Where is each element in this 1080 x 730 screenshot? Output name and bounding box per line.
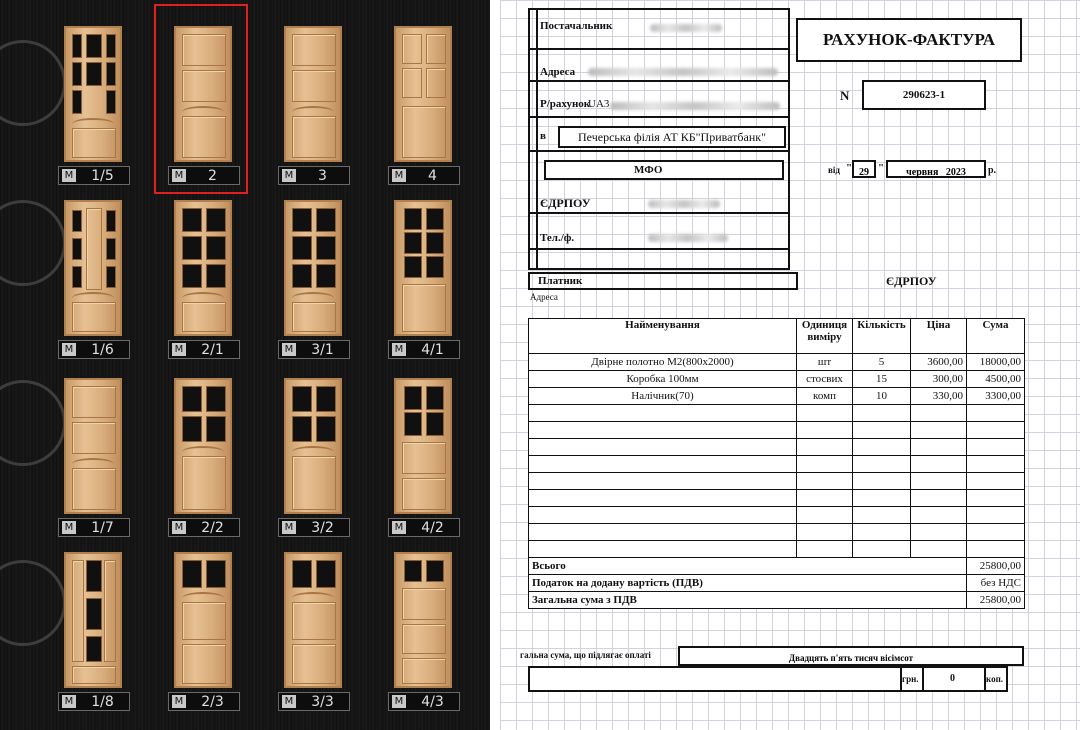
m-badge-icon: M bbox=[392, 169, 406, 182]
payable-label: гальна сума, що підлягає оплаті bbox=[520, 650, 651, 660]
door-glass bbox=[316, 264, 336, 288]
m-badge-icon: M bbox=[62, 343, 76, 356]
table-cell bbox=[529, 473, 797, 490]
door-panel bbox=[292, 602, 336, 640]
door-glass bbox=[182, 386, 202, 412]
payable-words: Двадцять п'ять тисяч вісімсот bbox=[788, 653, 914, 663]
grand-total-row bbox=[529, 592, 1025, 609]
m-badge-icon: M bbox=[172, 169, 186, 182]
vat-label: Податок на додану вартість (ПДВ) bbox=[529, 575, 967, 592]
door-label bbox=[168, 518, 240, 537]
empty-table-row bbox=[529, 439, 1025, 456]
redacted-account bbox=[610, 102, 780, 110]
empty-table-row bbox=[529, 490, 1025, 507]
door-panel bbox=[292, 302, 336, 332]
payable-words-box bbox=[678, 646, 1024, 666]
table-cell bbox=[853, 541, 911, 558]
table-cell bbox=[529, 456, 797, 473]
door-panel bbox=[72, 468, 116, 510]
payer-address-label: Адреса bbox=[530, 292, 558, 302]
door-item[interactable] bbox=[58, 200, 130, 390]
table-cell: 330,00 bbox=[911, 388, 967, 405]
door-item[interactable] bbox=[168, 200, 240, 390]
door-image bbox=[64, 200, 122, 336]
table-cell bbox=[797, 439, 853, 456]
table-cell bbox=[797, 524, 853, 541]
number-label: N bbox=[840, 88, 850, 103]
table-cell bbox=[911, 473, 967, 490]
selected-door-frame bbox=[154, 4, 248, 194]
door-glass bbox=[404, 560, 422, 582]
door-item[interactable] bbox=[168, 378, 240, 568]
door-panel bbox=[402, 68, 422, 98]
door-panel bbox=[402, 478, 446, 510]
mfo-box bbox=[544, 160, 784, 180]
table-cell: 3300,00 bbox=[967, 388, 1025, 405]
table-cell bbox=[797, 507, 853, 524]
door-glass bbox=[206, 208, 226, 232]
door-image bbox=[394, 26, 452, 162]
door-panel bbox=[72, 422, 116, 454]
door-glass bbox=[106, 210, 116, 232]
door-glass bbox=[72, 90, 82, 114]
table-cell: 18000,00 bbox=[967, 354, 1025, 371]
m-badge-icon: M bbox=[62, 169, 76, 182]
door-image bbox=[284, 552, 342, 688]
table-row bbox=[529, 371, 1025, 388]
table-cell bbox=[529, 541, 797, 558]
door-glass bbox=[182, 208, 202, 232]
m-badge-icon: M bbox=[392, 521, 406, 534]
table-cell bbox=[967, 422, 1025, 439]
door-glass bbox=[316, 236, 336, 260]
table-cell: стосвих bbox=[797, 371, 853, 388]
door-image bbox=[394, 552, 452, 688]
table-cell bbox=[911, 405, 967, 422]
door-glass bbox=[292, 264, 312, 288]
table-cell bbox=[911, 541, 967, 558]
account-label: Р/рахунок bbox=[540, 98, 591, 110]
door-item[interactable] bbox=[388, 378, 460, 568]
door-image bbox=[394, 378, 452, 514]
door-number: 2 bbox=[208, 167, 217, 184]
door-glass bbox=[72, 62, 82, 86]
table-cell bbox=[529, 524, 797, 541]
door-panel bbox=[182, 644, 226, 684]
table-cell bbox=[853, 507, 911, 524]
m-badge-icon: M bbox=[62, 521, 76, 534]
column-header: Сума bbox=[967, 319, 1025, 354]
table-cell bbox=[853, 422, 911, 439]
door-number: 4/1 bbox=[421, 341, 444, 358]
door-label bbox=[168, 340, 240, 359]
door-glass bbox=[182, 264, 202, 288]
date-day-box bbox=[852, 160, 876, 178]
door-item[interactable] bbox=[278, 378, 350, 568]
door-number: 1/5 bbox=[91, 167, 114, 184]
address-label: Адреса bbox=[540, 66, 576, 78]
uah-label: грн. bbox=[902, 674, 919, 684]
table-cell: комп bbox=[797, 388, 853, 405]
door-glass bbox=[86, 598, 102, 630]
table-cell bbox=[967, 439, 1025, 456]
door-glass bbox=[404, 412, 422, 436]
door-glass bbox=[292, 416, 312, 442]
door-number: 1/7 bbox=[91, 519, 114, 536]
table-cell bbox=[967, 524, 1025, 541]
date-quote-open: " bbox=[846, 162, 853, 174]
supplier-label: Постачальник bbox=[540, 20, 613, 32]
door-label bbox=[58, 166, 130, 185]
table-cell bbox=[853, 439, 911, 456]
table-header-row bbox=[529, 319, 1025, 354]
door-glass bbox=[316, 386, 336, 412]
table-cell: Налічник(70) bbox=[529, 388, 797, 405]
table-body bbox=[529, 354, 1025, 558]
table-cell bbox=[797, 541, 853, 558]
column-header: Одиниця виміру bbox=[797, 319, 853, 354]
door-panel bbox=[402, 106, 446, 158]
door-panel bbox=[292, 644, 336, 684]
door-panel bbox=[72, 560, 84, 662]
door-panel bbox=[292, 70, 336, 102]
table-cell bbox=[529, 490, 797, 507]
payer-label: Платник bbox=[538, 275, 583, 287]
door-label bbox=[278, 692, 350, 711]
door-glass bbox=[86, 636, 102, 662]
door-glass bbox=[206, 386, 226, 412]
door-image bbox=[394, 200, 452, 336]
door-image bbox=[174, 200, 232, 336]
door-number: 2/3 bbox=[201, 693, 224, 710]
door-glass bbox=[182, 416, 202, 442]
column-header: Найменування bbox=[529, 319, 797, 354]
table-cell bbox=[967, 473, 1025, 490]
door-number: 2/2 bbox=[201, 519, 224, 536]
door-panel bbox=[72, 666, 116, 684]
vat-value: без НДС bbox=[967, 575, 1025, 592]
m-badge-icon: M bbox=[172, 695, 186, 708]
door-label bbox=[278, 166, 350, 185]
table-row bbox=[529, 354, 1025, 371]
table-cell bbox=[529, 405, 797, 422]
items-table bbox=[528, 318, 1025, 609]
door-label bbox=[58, 518, 130, 537]
table-cell bbox=[853, 473, 911, 490]
kopeck-value: 0 bbox=[950, 673, 955, 684]
table-cell bbox=[967, 507, 1025, 524]
door-glass bbox=[292, 386, 312, 412]
door-item[interactable] bbox=[58, 552, 130, 730]
payable-amount-box bbox=[528, 666, 1008, 692]
table-cell bbox=[967, 490, 1025, 507]
door-item[interactable] bbox=[58, 378, 130, 568]
m-badge-icon: M bbox=[282, 521, 296, 534]
m-badge-icon: M bbox=[282, 343, 296, 356]
door-number: 2/1 bbox=[201, 341, 224, 358]
table-cell bbox=[911, 456, 967, 473]
payer-edrpou-label: ЄДРПОУ bbox=[886, 274, 937, 288]
door-glass bbox=[86, 560, 102, 592]
door-number: 1/8 bbox=[91, 693, 114, 710]
door-image bbox=[64, 552, 122, 688]
empty-table-row bbox=[529, 524, 1025, 541]
empty-table-row bbox=[529, 541, 1025, 558]
table-row bbox=[529, 388, 1025, 405]
table-cell: 300,00 bbox=[911, 371, 967, 388]
date-suffix: р. bbox=[988, 165, 997, 176]
vat-row bbox=[529, 575, 1025, 592]
door-label bbox=[388, 518, 460, 537]
door-panel bbox=[426, 34, 446, 64]
door-label bbox=[278, 518, 350, 537]
door-panel bbox=[402, 658, 446, 684]
account-prefix: UA3 bbox=[588, 98, 610, 110]
table-cell bbox=[853, 490, 911, 507]
door-label bbox=[388, 340, 460, 359]
table-cell bbox=[911, 439, 967, 456]
door-panel bbox=[426, 68, 446, 98]
table-cell: Двірне полотно М2(800х2000) bbox=[529, 354, 797, 371]
door-glass bbox=[206, 236, 226, 260]
door-label bbox=[278, 340, 350, 359]
door-image bbox=[174, 378, 232, 514]
door-label bbox=[388, 166, 460, 185]
door-label bbox=[58, 340, 130, 359]
table-cell bbox=[853, 405, 911, 422]
column-header: Кількість bbox=[853, 319, 911, 354]
door-glass bbox=[182, 236, 202, 260]
door-label bbox=[58, 692, 130, 711]
table-cell bbox=[529, 422, 797, 439]
total-value: 25800,00 bbox=[967, 558, 1025, 575]
door-panel bbox=[292, 456, 336, 510]
empty-table-row bbox=[529, 422, 1025, 439]
door-glass bbox=[206, 560, 226, 588]
grand-total-label: Загальна сума з ПДВ bbox=[529, 592, 967, 609]
door-image bbox=[174, 552, 232, 688]
empty-table-row bbox=[529, 473, 1025, 490]
door-panel bbox=[182, 602, 226, 640]
m-badge-icon: M bbox=[282, 169, 296, 182]
door-glass bbox=[292, 560, 312, 588]
door-glass bbox=[106, 90, 116, 114]
door-glass bbox=[182, 560, 202, 588]
table-cell: 3600,00 bbox=[911, 354, 967, 371]
table-cell bbox=[967, 405, 1025, 422]
redacted-phone bbox=[648, 234, 728, 242]
door-panel bbox=[402, 588, 446, 620]
table-cell bbox=[797, 490, 853, 507]
door-glass bbox=[106, 266, 116, 288]
empty-table-row bbox=[529, 507, 1025, 524]
table-cell bbox=[797, 473, 853, 490]
table-cell bbox=[797, 405, 853, 422]
invoice-title-box bbox=[796, 18, 1022, 62]
door-number: 3/3 bbox=[311, 693, 334, 710]
bank-prefix: в bbox=[540, 130, 546, 142]
door-number: 4/2 bbox=[421, 519, 444, 536]
invoice-number-box bbox=[862, 80, 986, 110]
bank-name-box bbox=[558, 126, 786, 148]
door-glass bbox=[106, 238, 116, 260]
door-item[interactable] bbox=[388, 26, 460, 216]
table-cell: 5 bbox=[853, 354, 911, 371]
door-panel bbox=[292, 34, 336, 66]
door-number: 4/3 bbox=[421, 693, 444, 710]
door-glass bbox=[404, 232, 422, 254]
table-cell bbox=[797, 456, 853, 473]
door-panel bbox=[182, 456, 226, 510]
total-row bbox=[529, 558, 1025, 575]
door-panel bbox=[292, 116, 336, 158]
door-panel bbox=[72, 302, 116, 332]
door-number: 4 bbox=[428, 167, 437, 184]
date-quote-close: " bbox=[878, 162, 885, 174]
table-cell bbox=[911, 422, 967, 439]
door-number: 1/6 bbox=[91, 341, 114, 358]
door-glass bbox=[404, 256, 422, 278]
door-panel bbox=[72, 386, 116, 418]
table-cell bbox=[529, 507, 797, 524]
door-item[interactable] bbox=[278, 26, 350, 216]
table-cell bbox=[529, 439, 797, 456]
door-glass bbox=[292, 208, 312, 232]
door-glass bbox=[404, 208, 422, 230]
door-glass bbox=[426, 412, 444, 436]
door-panel bbox=[72, 128, 116, 158]
door-label bbox=[168, 692, 240, 711]
empty-table-row bbox=[529, 456, 1025, 473]
table-cell: 4500,00 bbox=[967, 371, 1025, 388]
redacted-supplier bbox=[650, 24, 722, 32]
door-glass bbox=[72, 34, 82, 58]
m-badge-icon: M bbox=[62, 695, 76, 708]
door-glass bbox=[426, 256, 444, 278]
door-panel bbox=[104, 560, 116, 662]
door-item[interactable] bbox=[388, 552, 460, 730]
door-glass bbox=[426, 386, 444, 410]
redacted-address bbox=[588, 68, 778, 76]
payer-box bbox=[528, 272, 798, 290]
table-cell: шт bbox=[797, 354, 853, 371]
table-cell: Коробка 100мм bbox=[529, 371, 797, 388]
date-day: 29 bbox=[859, 167, 869, 178]
edrpou-label: ЄДРПОУ bbox=[540, 196, 591, 210]
door-number: 3/1 bbox=[311, 341, 334, 358]
kopeck-label: коп. bbox=[986, 674, 1004, 684]
door-panel bbox=[402, 34, 422, 64]
m-badge-icon: M bbox=[392, 695, 406, 708]
door-glass bbox=[316, 416, 336, 442]
m-badge-icon: M bbox=[392, 343, 406, 356]
table-cell bbox=[797, 422, 853, 439]
door-glass bbox=[72, 238, 82, 260]
door-image bbox=[64, 378, 122, 514]
door-glass bbox=[72, 210, 82, 232]
door-glass bbox=[292, 236, 312, 260]
door-glass bbox=[206, 264, 226, 288]
table-cell: 10 bbox=[853, 388, 911, 405]
table-cell bbox=[853, 524, 911, 541]
table-cell: 15 bbox=[853, 371, 911, 388]
door-item[interactable] bbox=[278, 200, 350, 390]
door-item[interactable] bbox=[388, 200, 460, 390]
column-header: Ціна bbox=[911, 319, 967, 354]
door-glass bbox=[426, 560, 444, 582]
table-cell bbox=[911, 524, 967, 541]
door-number: 3 bbox=[318, 167, 327, 184]
door-image bbox=[284, 200, 342, 336]
door-glass bbox=[404, 386, 422, 410]
phone-label: Тел./ф. bbox=[540, 232, 575, 244]
door-panel bbox=[402, 442, 446, 474]
redacted-edrpou bbox=[648, 200, 720, 208]
door-panel bbox=[402, 624, 446, 654]
door-label bbox=[388, 692, 460, 711]
invoice-title: РАХУНОК-ФАКТУРА bbox=[822, 30, 996, 49]
total-label: Всього bbox=[529, 558, 967, 575]
empty-table-row bbox=[529, 405, 1025, 422]
door-number: 3/2 bbox=[311, 519, 334, 536]
door-item[interactable] bbox=[168, 552, 240, 730]
door-glass bbox=[106, 34, 116, 58]
door-item[interactable] bbox=[58, 26, 130, 216]
table-cell bbox=[967, 456, 1025, 473]
door-glass bbox=[86, 34, 102, 58]
m-badge-icon: M bbox=[172, 343, 186, 356]
mfo-label: МФО bbox=[634, 164, 663, 176]
m-badge-icon: M bbox=[282, 695, 296, 708]
door-image bbox=[284, 26, 342, 162]
door-glass bbox=[426, 232, 444, 254]
table-cell bbox=[911, 507, 967, 524]
date-month-year: червня 2023 bbox=[906, 167, 966, 178]
invoice-number: 290623-1 bbox=[902, 89, 946, 101]
door-panel bbox=[402, 284, 446, 332]
door-glass bbox=[72, 266, 82, 288]
door-glass bbox=[206, 416, 226, 442]
door-panel bbox=[182, 302, 226, 332]
m-badge-icon: M bbox=[172, 521, 186, 534]
door-image bbox=[284, 378, 342, 514]
door-image bbox=[64, 26, 122, 162]
door-item[interactable] bbox=[278, 552, 350, 730]
date-month-box bbox=[886, 160, 986, 178]
door-glass bbox=[426, 208, 444, 230]
bank-name: Печерська філія АТ КБ"Приватбанк" bbox=[578, 130, 766, 144]
door-catalog bbox=[0, 0, 490, 730]
door-glass bbox=[106, 62, 116, 86]
invoice-page bbox=[500, 0, 1080, 730]
door-glass bbox=[316, 560, 336, 588]
table-cell bbox=[967, 541, 1025, 558]
door-panel bbox=[86, 208, 102, 290]
date-from-label: від bbox=[828, 165, 840, 175]
table-cell bbox=[853, 456, 911, 473]
table-cell bbox=[911, 490, 967, 507]
door-glass bbox=[86, 62, 102, 86]
grand-total-value: 25800,00 bbox=[967, 592, 1025, 609]
door-glass bbox=[316, 208, 336, 232]
